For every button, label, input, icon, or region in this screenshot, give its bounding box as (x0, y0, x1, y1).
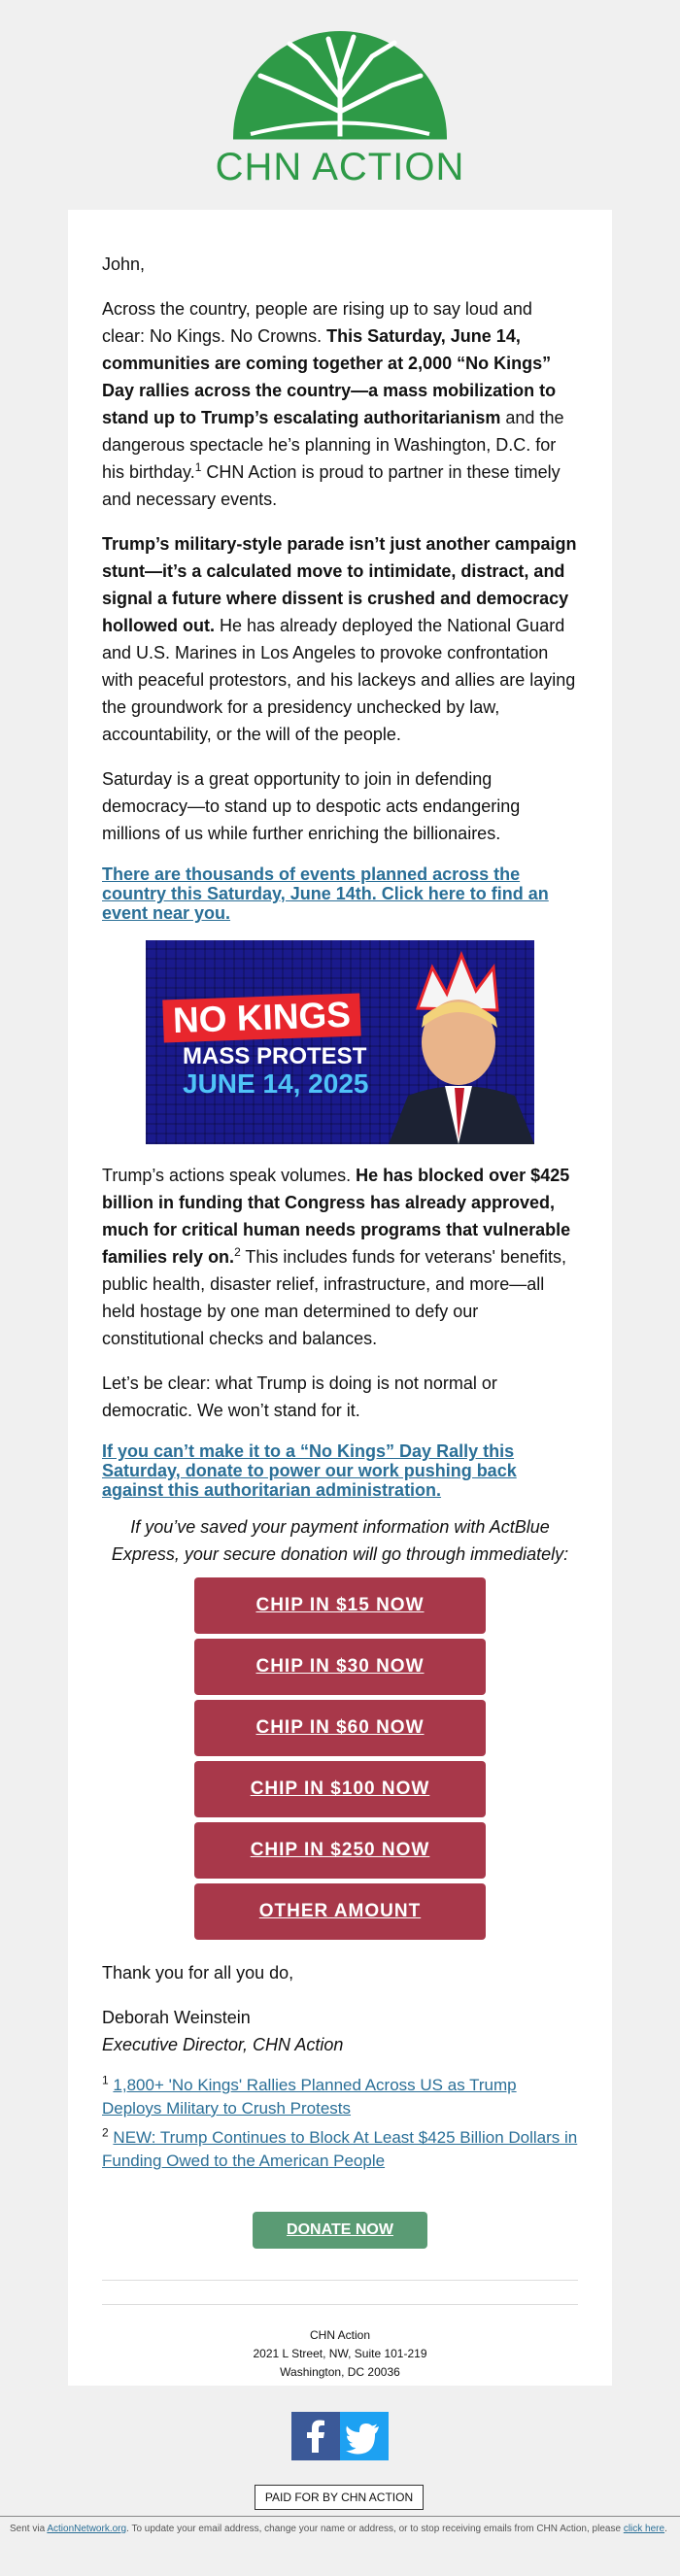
find-event-link[interactable]: There are thousands of events planned across the country this Saturday, June 14th. Click here to find an event near you. (102, 864, 549, 923)
parade-text-bold: Trump’s military-style parade isn’t just another campaign stunt—it’s a calculated move to intimidate, distract, and signal a future where dissent is crushed and democracy hollowed out. (102, 534, 577, 635)
divider-2 (102, 2304, 578, 2305)
footer-text-a: Sent via (10, 2524, 48, 2534)
paragraph-funding (102, 1162, 578, 1352)
mailing-address (102, 2326, 578, 2382)
social-links (291, 2412, 389, 2460)
address-street: 2021 L Street, NW, Suite 101-219 (253, 2347, 427, 2360)
chip-in-100-button[interactable]: CHIP IN $100 NOW (194, 1761, 486, 1817)
intro-text-bold: This Saturday, June 14, communities are coming together at 2,000 “No Kings” Day rallies across the country—a mass mobilization to stand up to Trump’s escalating authoritarianism (102, 326, 557, 427)
actblue-note: If you’ve saved your payment information with ActBlue Express, your secure donation will go through immediately: (111, 1517, 569, 1564)
org-name: CHN ACTION (215, 146, 465, 188)
donate-now-button[interactable]: DONATE NOW (253, 2212, 427, 2249)
signer-title: Executive Director, CHN Action (102, 2035, 344, 2054)
greeting: John, (102, 254, 146, 274)
paid-for-disclaimer: PAID FOR BY CHN ACTION (255, 2485, 424, 2510)
footnote-ref-2: 2 (234, 1245, 241, 1259)
footnote-1 (102, 2074, 578, 2120)
footnote-ref-1: 1 (194, 460, 202, 474)
thanks-text: Thank you for all you do, (102, 1963, 294, 1983)
footnote-link-1[interactable]: 1,800+ 'No Kings' Rallies Planned Across US as Trump Deploys Military to Crush Protests (102, 2076, 517, 2118)
footnotes (102, 2074, 578, 2173)
address-city: Washington, DC 20036 (280, 2365, 400, 2379)
tree-logo-icon (231, 19, 449, 141)
unsubscribe-link[interactable]: click here (623, 2524, 665, 2534)
intro-text-a: Across the country, people are rising up to say loud and clear: No Kings. No Crowns. (102, 299, 532, 346)
signature (102, 2004, 578, 2058)
divider (102, 2280, 578, 2281)
address-name: CHN Action (309, 2328, 371, 2342)
funding-text-bold: He has blocked over $425 billion in funding that Congress has already approved, much for critical human needs programs that vulnerable families rely on. (102, 1166, 571, 1267)
footnote-num-1: 1 (102, 2073, 109, 2087)
chip-in-60-button[interactable]: CHIP IN $60 NOW (194, 1700, 486, 1756)
email-header (0, 0, 680, 210)
chip-in-250-button[interactable]: CHIP IN $250 NOW (194, 1822, 486, 1879)
intro-text-d: CHN Action is proud to partner in these timely and necessary events. (102, 462, 561, 509)
parade-text: He has already deployed the National Guard and U.S. Marines in Los Angeles to provoke confrontation with peaceful protestors, and his lackeys and allies are laying the groundwork for a presidency unchecked by law, accountability, or the will of the people. (102, 616, 576, 744)
other-amount-button[interactable]: OTHER AMOUNT (194, 1883, 486, 1940)
banner-mass-protest: MASS PROTEST (183, 1043, 367, 1069)
paragraph-saturday: Saturday is a great opportunity to join in defending democracy—to stand up to despotic acts endangering millions of us while further enriching the billionaires. (102, 769, 521, 843)
signer-name: Deborah Weinstein (102, 2008, 251, 2027)
paragraph-parade (102, 530, 578, 748)
email-card (68, 210, 612, 2386)
funding-text-c: This includes funds for veterans' benefits, public health, disaster relief, infrastructure, and more—all held hostage by one man determined to defy our constitutional checks and balances. (102, 1247, 567, 1348)
twitter-icon[interactable] (340, 2412, 389, 2460)
intro-text-c: and the dangerous spectacle he’s planning in Washington, D.C. for his birthday. (102, 408, 564, 482)
footer-text-b: . To update your email address, change your name or address, or to stop receiving emails from CHN Action, please (126, 2524, 624, 2534)
email-footer (0, 2516, 680, 2576)
chip-in-30-button[interactable]: CHIP IN $30 NOW (194, 1639, 486, 1695)
funding-text-a: Trump’s actions speak volumes. (102, 1166, 357, 1185)
footnote-num-2: 2 (102, 2125, 109, 2140)
chip-in-15-button[interactable]: CHIP IN $15 NOW (194, 1577, 486, 1634)
banner-date: JUNE 14, 2025 (183, 1068, 369, 1099)
footer-text-c: . (664, 2524, 667, 2534)
facebook-icon[interactable] (291, 2412, 340, 2460)
footnote-link-2[interactable]: NEW: Trump Continues to Block At Least $425 Billion Dollars in Funding Owed to the American People (102, 2128, 578, 2170)
footnote-2 (102, 2126, 578, 2173)
no-kings-banner[interactable] (146, 940, 534, 1144)
trump-portrait-icon (389, 940, 534, 1144)
paragraph-not-normal: Let’s be clear: what Trump is doing is not normal or democratic. We won’t stand for it. (102, 1373, 497, 1420)
donate-rally-link[interactable]: If you can’t make it to a “No Kings” Day Rally this Saturday, donate to power our work pushing back against this authoritarian administration. (102, 1441, 517, 1500)
donation-buttons (102, 1577, 578, 1940)
banner-no-kings: NO KINGS (162, 993, 360, 1042)
paragraph-intro (102, 295, 578, 513)
action-network-link[interactable]: ActionNetwork.org (47, 2524, 127, 2534)
